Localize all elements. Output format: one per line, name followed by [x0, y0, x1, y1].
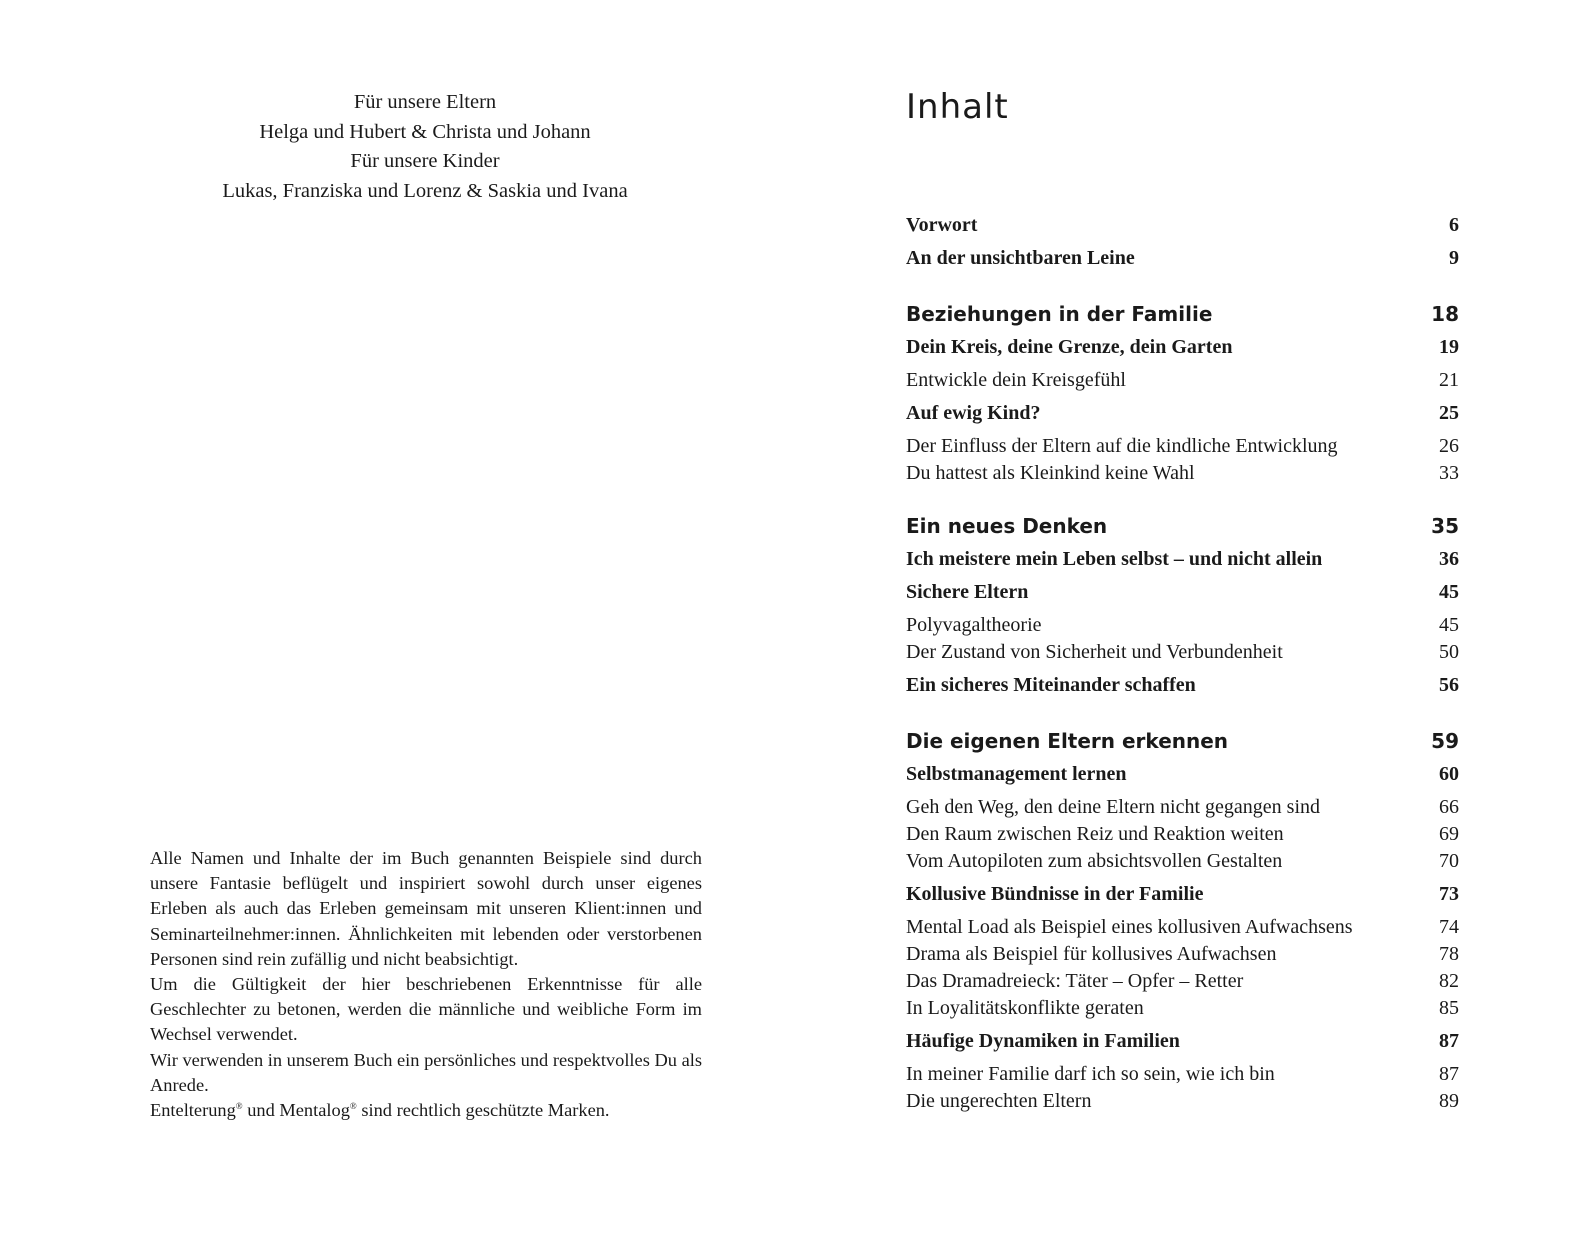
toc-subentry-page: 69	[1439, 823, 1459, 845]
toc-subentry-page: 66	[1439, 796, 1459, 818]
toc-entry[interactable]	[906, 397, 1459, 430]
toc-subentry-page: 21	[1439, 369, 1459, 391]
trademark-notice	[150, 1098, 702, 1123]
dedication-line: Helga und Hubert & Christa und Johann	[259, 120, 591, 143]
toc-subentry[interactable]	[906, 612, 1459, 639]
registered-mark: ®	[349, 1101, 357, 1112]
toc-chapter[interactable]	[906, 724, 1459, 758]
notice-text: und	[242, 1100, 280, 1121]
toc-subentry-label: Die ungerechten Eltern	[906, 1090, 1092, 1112]
toc-subentry[interactable]	[906, 460, 1459, 487]
toc-subentry-page: 74	[1439, 916, 1459, 938]
toc-entry-label: Ich meistere mein Leben selbst – und nicht allein	[906, 548, 1323, 570]
toc-entry-page: 25	[1439, 402, 1459, 424]
toc-entry-label: Sichere Eltern	[906, 581, 1029, 603]
toc-entry-label: Selbstmanagement lernen	[906, 763, 1127, 785]
toc-subentry-label: In meiner Familie darf ich so sein, wie ich bin	[906, 1063, 1275, 1085]
toc-entry-page: 9	[1449, 247, 1459, 269]
toc-subentry[interactable]	[906, 995, 1459, 1022]
toc-chapter-page: 18	[1431, 302, 1459, 326]
toc-entry-label: An der unsichtbaren Leine	[906, 247, 1135, 269]
notice-paragraph: Um die Gültigkeit der hier beschriebenen Erkenntnisse für alle Geschlechter zu betonen, werden die männliche und weibliche Form im Wechsel verwendet.	[150, 974, 702, 1045]
toc-chapter[interactable]	[906, 297, 1459, 331]
toc-subentry-label: Das Dramadreieck: Täter – Opfer – Retter	[906, 970, 1244, 992]
toc-entry-page: 19	[1439, 336, 1459, 358]
toc-subentry[interactable]	[906, 821, 1459, 848]
toc-entry-page: 87	[1439, 1030, 1459, 1052]
toc-subentry-page: 78	[1439, 943, 1459, 965]
toc-entry-label: Häufige Dynamiken in Familien	[906, 1030, 1180, 1052]
toc-subentry[interactable]	[906, 968, 1459, 995]
toc-entry[interactable]	[906, 209, 1459, 242]
toc-subentry-label: Entwickle dein Kreisgefühl	[906, 369, 1126, 391]
toc-subentry[interactable]	[906, 794, 1459, 821]
toc-entry-page: 56	[1439, 674, 1459, 696]
trademark-entelterung: Entelterung	[150, 1100, 236, 1121]
toc-subentry-page: 33	[1439, 462, 1459, 484]
toc-subentry[interactable]	[906, 1061, 1459, 1088]
toc-subentry-page: 45	[1439, 614, 1459, 636]
toc-entry-label: Dein Kreis, deine Grenze, dein Garten	[906, 336, 1233, 358]
toc-entry[interactable]	[906, 1025, 1459, 1058]
toc-subentry-page: 85	[1439, 997, 1459, 1019]
toc-subentry-label: Geh den Weg, den deine Eltern nicht gegangen sind	[906, 796, 1321, 818]
legal-notice	[150, 846, 702, 1123]
toc-subentry[interactable]	[906, 367, 1459, 394]
toc-subentry[interactable]	[906, 639, 1459, 666]
toc-entry[interactable]	[906, 878, 1459, 911]
toc-subentry-label: Der Zustand von Sicherheit und Verbundenheit	[906, 641, 1283, 663]
toc-subentry-page: 82	[1439, 970, 1459, 992]
registered-mark: ®	[235, 1101, 243, 1112]
dedication-line: Für unsere Eltern	[353, 91, 497, 113]
toc-subentry[interactable]	[906, 848, 1459, 875]
toc-title: Inhalt	[906, 87, 1009, 127]
table-of-contents	[906, 209, 1459, 1118]
toc-subentry[interactable]	[906, 433, 1459, 460]
notice-paragraph: Alle Namen und Inhalte der im Buch genannten Beispiele sind durch unsere Fantasie beflügelt und inspiriert sowohl durch unser eigenes Erleben als auch das Erleben gemeinsam mit unseren Klient:innen und Seminarteilnehmer:innen. Ähnlichkeiten mit lebenden oder verstorbenen Personen sind rein zufällig und nicht beabsichtigt.	[150, 848, 702, 969]
dedication	[150, 88, 700, 206]
notice-text: sind rechtlich geschützte Marken.	[356, 1100, 610, 1121]
toc-chapter-label: Ein neues Denken	[906, 514, 1108, 538]
toc-subentry-label: Den Raum zwischen Reiz und Reaktion weiten	[906, 823, 1284, 845]
toc-subentry-page: 70	[1439, 850, 1459, 872]
toc-entry[interactable]	[906, 543, 1459, 576]
notice-paragraph: Wir verwenden in unserem Buch ein persönliches und respektvolles Du als Anrede.	[150, 1049, 702, 1095]
toc-entry-label: Auf ewig Kind?	[906, 402, 1041, 424]
dedication-line: Für unsere Kinder	[350, 150, 500, 172]
toc-subentry-label: Der Einfluss der Eltern auf die kindliche Entwicklung	[906, 435, 1338, 457]
toc-subentry[interactable]	[906, 914, 1459, 941]
toc-subentry-page: 89	[1439, 1090, 1459, 1112]
toc-subentry-label: Vom Autopiloten zum absichtsvollen Gestalten	[906, 850, 1283, 872]
toc-subentry-label: Drama als Beispiel für kollusives Aufwachsen	[906, 943, 1277, 965]
toc-entry[interactable]	[906, 758, 1459, 791]
toc-subentry-label: Du hattest als Kleinkind keine Wahl	[906, 462, 1195, 484]
toc-entry[interactable]	[906, 331, 1459, 364]
toc-entry-page: 6	[1449, 214, 1459, 236]
toc-subentry-label: Mental Load als Beispiel eines kollusiven Aufwachsens	[906, 916, 1353, 938]
toc-chapter-label: Beziehungen in der Familie	[906, 302, 1213, 326]
toc-subentry-page: 26	[1439, 435, 1459, 457]
trademark-mentalog: Mentalog	[279, 1100, 350, 1121]
toc-entry-page: 60	[1439, 763, 1459, 785]
toc-entry-page: 73	[1439, 883, 1459, 905]
toc-subentry-page: 87	[1439, 1063, 1459, 1085]
toc-subentry[interactable]	[906, 941, 1459, 968]
dedication-line: Lukas, Franziska und Lorenz & Saskia und Ivana	[222, 179, 628, 202]
toc-entry[interactable]	[906, 242, 1459, 275]
toc-subentry-page: 50	[1439, 641, 1459, 663]
toc-chapter-page: 59	[1431, 729, 1459, 753]
toc-chapter-label: Die eigenen Eltern erkennen	[906, 729, 1229, 753]
toc-entry-label: Ein sicheres Miteinander schaffen	[906, 674, 1196, 696]
toc-subentry-label: Polyvagaltheorie	[906, 614, 1042, 636]
toc-chapter[interactable]	[906, 509, 1459, 543]
toc-entry-page: 36	[1439, 548, 1459, 570]
toc-entry-page: 45	[1439, 581, 1459, 603]
toc-entry[interactable]	[906, 576, 1459, 609]
toc-chapter-page: 35	[1431, 514, 1459, 538]
toc-subentry-label: In Loyalitätskonflikte geraten	[906, 997, 1144, 1019]
toc-subentry[interactable]	[906, 1088, 1459, 1115]
toc-entry-label: Kollusive Bündnisse in der Familie	[906, 883, 1204, 905]
toc-entry[interactable]	[906, 669, 1459, 702]
toc-entry-label: Vorwort	[906, 214, 978, 236]
